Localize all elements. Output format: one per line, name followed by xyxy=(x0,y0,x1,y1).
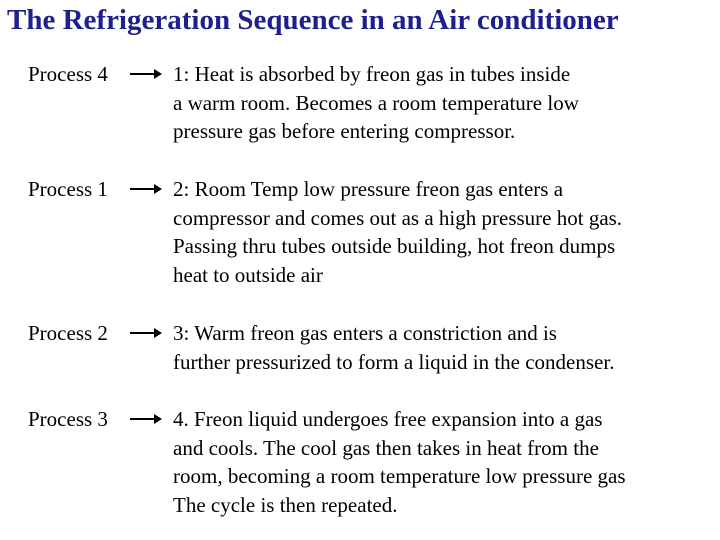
step-line: The cycle is then repeated. xyxy=(173,492,398,517)
right-arrow-icon xyxy=(130,67,162,81)
right-arrow-icon xyxy=(130,182,162,196)
step-line: a warm room. Becomes a room temperature low xyxy=(173,90,579,115)
right-arrow-icon xyxy=(130,326,162,340)
step-line: 2: Room Temp low pressure freon gas enters a xyxy=(173,177,564,201)
step-line: heat to outside air xyxy=(173,262,323,287)
process-label: Process 3 xyxy=(28,407,108,431)
slide-title: The Refrigeration Sequence in an Air conditioner xyxy=(7,4,619,36)
process-label: Process 1 xyxy=(28,177,108,201)
step-description xyxy=(173,60,713,146)
step-line: further pressurized to form a liquid in the condenser. xyxy=(173,349,615,374)
process-label: Process 4 xyxy=(28,62,108,86)
step-description xyxy=(173,405,713,519)
step-line: 3: Warm freon gas enters a constriction and is xyxy=(173,321,557,345)
step-line: 4. Freon liquid undergoes free expansion into a gas xyxy=(173,407,603,431)
step-line: pressure gas before entering compressor. xyxy=(173,119,516,143)
step-line: and cools. The cool gas then takes in heat from the xyxy=(173,435,599,460)
step-line: Passing thru tubes outside building, hot freon dumps xyxy=(173,234,616,258)
process-label: Process 2 xyxy=(28,321,108,345)
step-line: 1: Heat is absorbed by freon gas in tubes inside xyxy=(173,62,571,86)
right-arrow-icon xyxy=(130,412,162,426)
step-line: compressor and comes out as a high pressure hot gas. xyxy=(173,205,623,230)
step-description xyxy=(173,319,713,376)
step-description xyxy=(173,175,713,289)
step-line: room, becoming a room temperature low pressure gas xyxy=(173,464,626,488)
